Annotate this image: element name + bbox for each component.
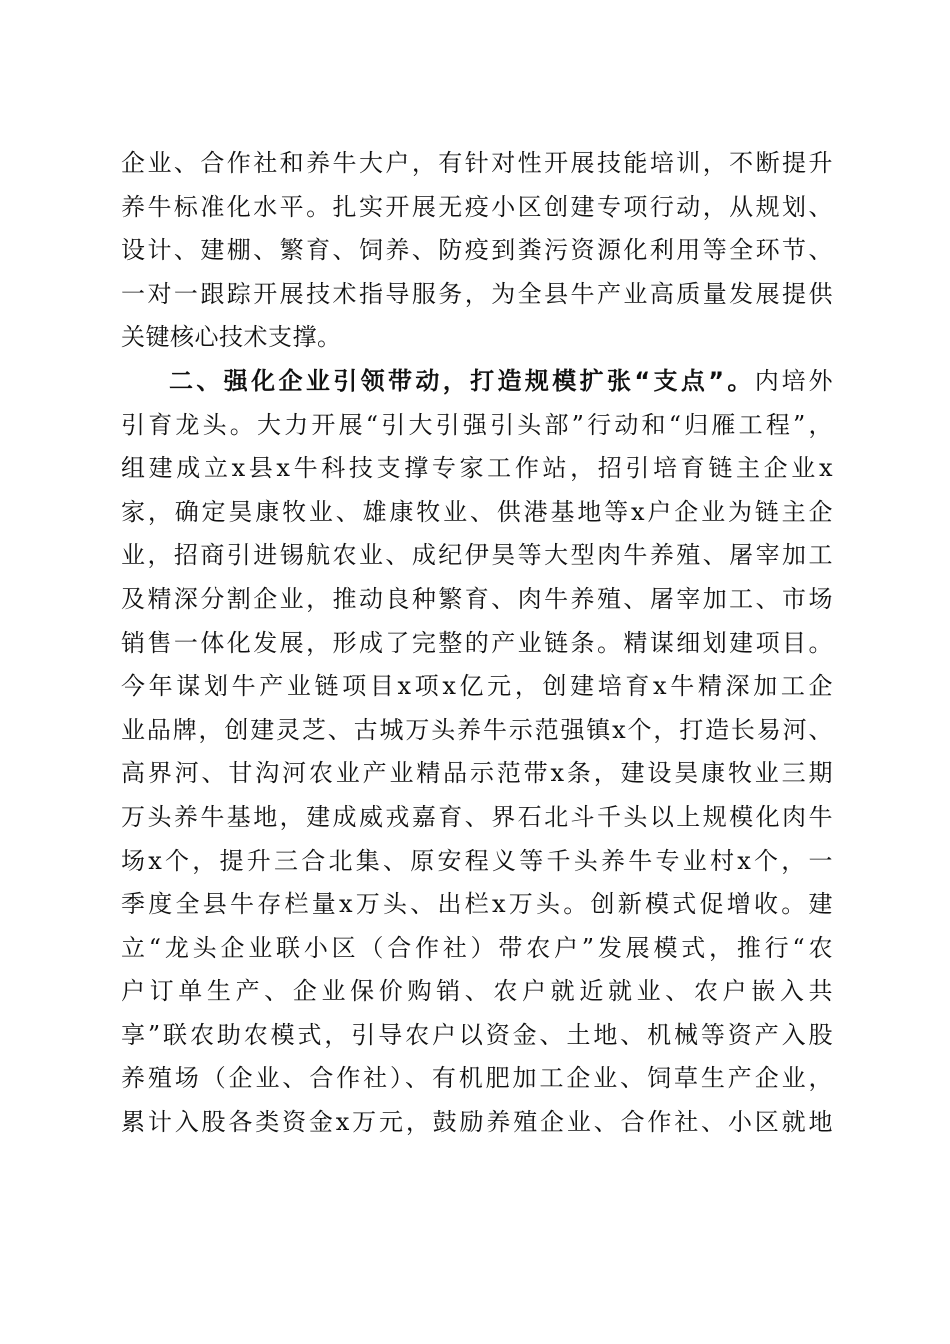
- text-line: 高界河、甘沟河农业产业精品示范带x条，建设昊康牧业三期: [121, 759, 833, 788]
- text-line: 销售一体化发展，形成了完整的产业链条。精谋细划建项目。: [121, 628, 833, 657]
- text-line: 养牛标准化水平。扎实开展无疫小区创建专项行动，从规划、: [121, 192, 833, 221]
- text-line: 万头养牛基地，建成威戎嘉育、界石北斗千头以上规模化肉牛: [121, 802, 833, 831]
- text-line: 户订单生产、企业保价购销、农户就近就业、农户嵌入共: [121, 977, 833, 1006]
- text-line: 组建成立x县x牛科技支撑专家工作站，招引培育链主企业x: [121, 454, 833, 483]
- text-line: 企业、合作社和养牛大户，有针对性开展技能培训，不断提升: [121, 149, 833, 177]
- text-line: 季度全县牛存栏量x万头、出栏x万头。创新模式促增收。建: [121, 890, 833, 919]
- text-line: 引育龙头。大力开展“引大引强引头部”行动和“归雁工程”，: [121, 410, 833, 439]
- text-line: 业，招商引进锡航农业、成纪伊昊等大型肉牛养殖、屠宰加工: [121, 541, 833, 570]
- text-line: 养殖场（企业、合作社）、有机肥加工企业、饲草生产企业，: [121, 1064, 833, 1093]
- text-line: 及精深分割企业，推动良种繁育、肉牛养殖、屠宰加工、市场: [121, 584, 833, 613]
- section-heading-line: [121, 360, 833, 404]
- text-line: 关键核心技术支撑。: [121, 323, 342, 352]
- text-line-rest: 内培外: [754, 366, 834, 395]
- text-line: 场x个，提升三合北集、原安程义等千头养牛专业村x个，一: [121, 846, 833, 875]
- text-line: 今年谋划牛产业链项目x项x亿元，创建培育x牛精深加工企: [121, 672, 833, 701]
- text-line: 累计入股各类资金x万元，鼓励养殖企业、合作社、小区就地: [121, 1108, 833, 1137]
- section-heading: 二、强化企业引领带动，打造规模扩张“支点”。: [169, 366, 755, 395]
- text-line: 享”联农助农模式，引导农户以资金、土地、机械等资产入股: [121, 1020, 833, 1049]
- text-line: 家，确定昊康牧业、雄康牧业、供港基地等x户企业为链主企: [121, 497, 833, 526]
- body-text: [121, 142, 833, 1145]
- text-line: 设计、建棚、繁育、饲养、防疫到粪污资源化利用等全环节、: [121, 236, 833, 265]
- text-line: 业品牌，创建灵芝、古城万头养牛示范强镇x个，打造长易河、: [121, 715, 833, 744]
- text-line: 立“龙头企业联小区（合作社）带农户”发展模式，推行“农: [121, 933, 833, 962]
- text-line: 一对一跟踪开展技术指导服务，为全县牛产业高质量发展提供: [121, 279, 833, 308]
